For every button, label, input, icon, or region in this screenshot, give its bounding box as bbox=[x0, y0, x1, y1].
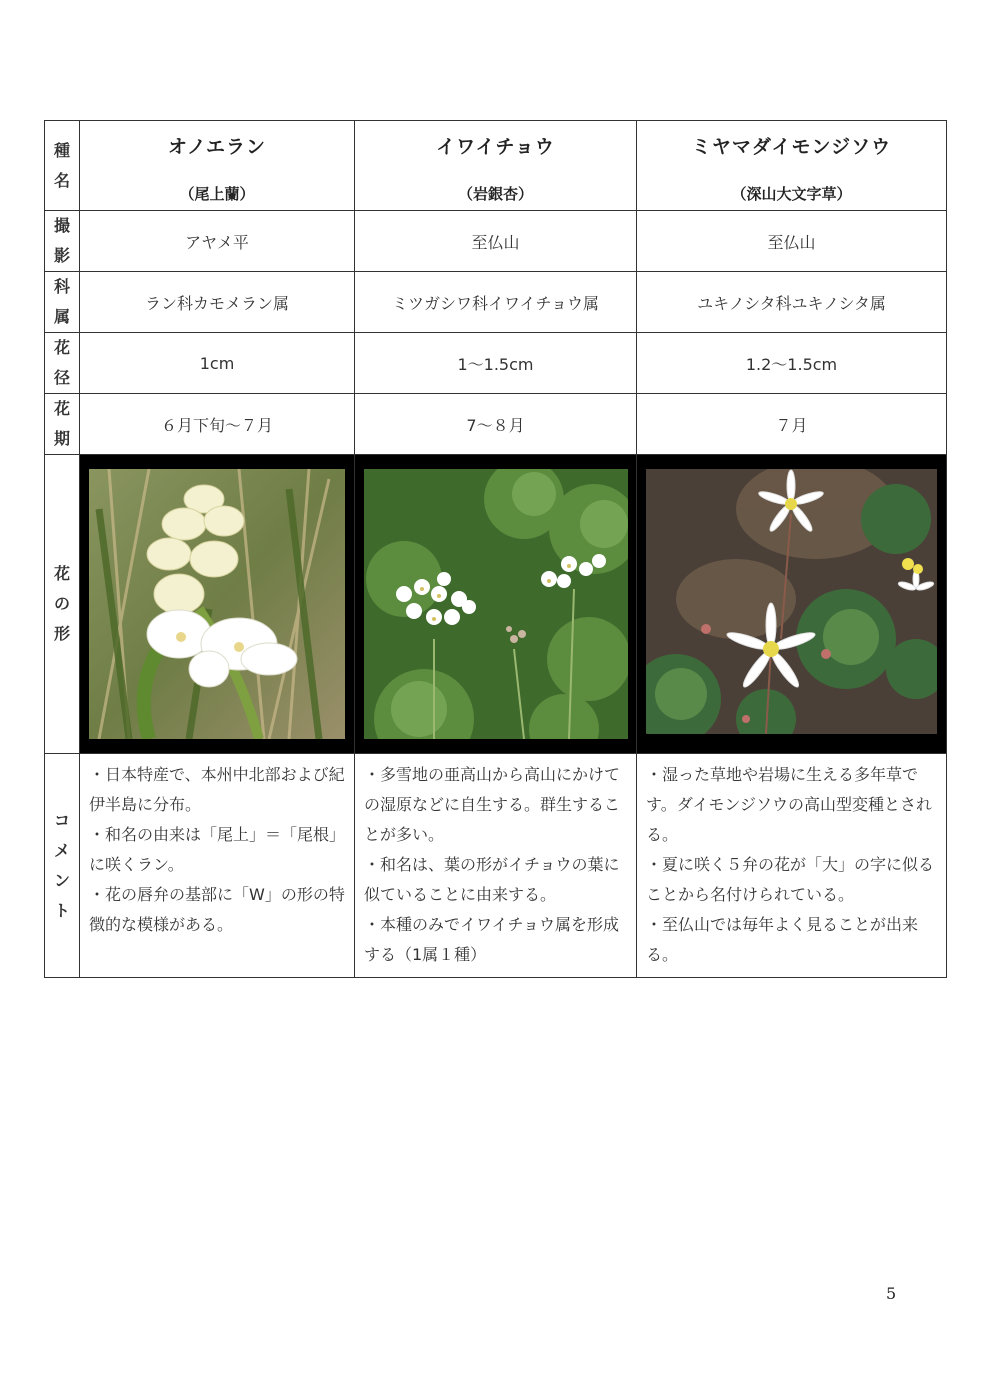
row-period bbox=[45, 394, 947, 455]
species-kanji: （岩銀杏） bbox=[457, 184, 533, 203]
row-location bbox=[45, 211, 947, 272]
comment-line: ・至仏山では毎年よく見ることが出来る。 bbox=[646, 915, 919, 964]
diameter-cell: 1〜1.5cm bbox=[355, 333, 637, 394]
row-header-diameter: 花 径 bbox=[45, 333, 80, 394]
period-cell: ６月下旬〜７月 bbox=[80, 394, 355, 455]
comment-cell bbox=[355, 754, 637, 978]
comment-line: ・和名は、葉の形がイチョウの葉に似ていることに由来する。 bbox=[364, 855, 620, 904]
photo-cell bbox=[80, 455, 355, 754]
species-name-cell bbox=[80, 121, 355, 211]
location-cell: アヤメ平 bbox=[80, 211, 355, 272]
row-family bbox=[45, 272, 947, 333]
diameter-cell: 1.2〜1.5cm bbox=[637, 333, 947, 394]
location-cell: 至仏山 bbox=[355, 211, 637, 272]
row-header-family: 科 属 bbox=[45, 272, 80, 333]
comment-line: ・花の唇弁の基部に「W」の形の特徴的な模様がある。 bbox=[89, 885, 345, 934]
comment-cell bbox=[80, 754, 355, 978]
comment-line: ・湿った草地や岩場に生える多年草です。ダイモンジソウの高山型変種とされる。 bbox=[646, 765, 933, 844]
location-cell: 至仏山 bbox=[637, 211, 947, 272]
family-cell: ラン科カモメラン属 bbox=[80, 272, 355, 333]
row-flower-shape bbox=[45, 455, 947, 754]
row-header-period: 花 期 bbox=[45, 394, 80, 455]
comment-line: ・和名の由来は「尾上」＝「尾根」に咲くラン。 bbox=[89, 825, 346, 874]
white-orchid-photo bbox=[89, 469, 345, 739]
photo-cell bbox=[355, 455, 637, 754]
comment-line: ・夏に咲く５弁の花が「大」の字に似ることから名付けられている。 bbox=[646, 855, 935, 904]
period-cell: ７月 bbox=[637, 394, 947, 455]
row-species-name bbox=[45, 121, 947, 211]
diameter-cell: 1cm bbox=[80, 333, 355, 394]
row-header-comment: コ メ ン ト bbox=[45, 754, 80, 978]
photo-cell bbox=[637, 455, 947, 754]
family-cell: ミツガシワ科イワイチョウ属 bbox=[355, 272, 637, 333]
period-cell: 7〜８月 bbox=[355, 394, 637, 455]
species-name: ミヤマダイモンジソウ bbox=[691, 135, 892, 158]
white-cluster-flower-photo bbox=[364, 469, 628, 739]
page-number: 5 bbox=[886, 1284, 897, 1303]
comment-line: ・日本特産で、本州中北部および紀伊半島に分布。 bbox=[89, 765, 345, 814]
row-header-location: 撮 影 bbox=[45, 211, 80, 272]
comment-line: ・多雪地の亜高山から高山にかけての湿原などに自生する。群生することが多い。 bbox=[364, 765, 621, 844]
row-diameter bbox=[45, 333, 947, 394]
species-kanji: （深山大文字草） bbox=[731, 184, 852, 203]
species-name: イワイチョウ bbox=[436, 135, 555, 158]
species-name: オノエラン bbox=[168, 135, 266, 158]
row-comment bbox=[45, 754, 947, 978]
comment-line: ・本種のみでイワイチョウ属を形成する（1属１種） bbox=[364, 915, 620, 964]
comment-cell bbox=[637, 754, 947, 978]
star-shaped-flower-photo bbox=[646, 469, 937, 739]
species-name-cell bbox=[637, 121, 947, 211]
species-name-cell bbox=[355, 121, 637, 211]
species-kanji: （尾上蘭） bbox=[179, 184, 255, 203]
family-cell: ユキノシタ科ユキノシタ属 bbox=[637, 272, 947, 333]
row-header-shape: 花 の 形 bbox=[45, 455, 80, 754]
row-header-species: 種 名 bbox=[45, 121, 80, 211]
flower-table bbox=[44, 120, 947, 978]
